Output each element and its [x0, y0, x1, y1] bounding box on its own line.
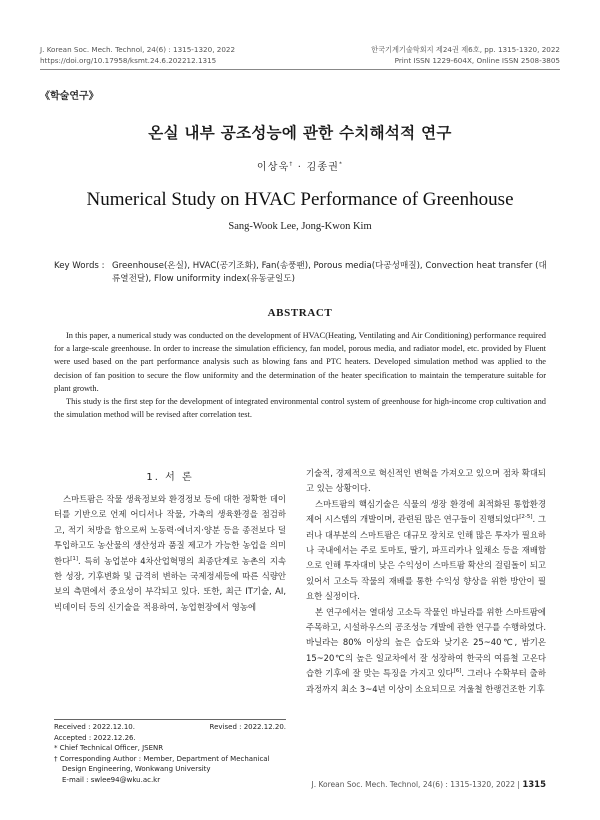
- received-date: Received : 2022.12.10.: [54, 723, 135, 731]
- author-1-mark: †: [289, 161, 294, 168]
- header-doi-link[interactable]: https://doi.org/10.17958/ksmt.24.6.202212.1315: [40, 56, 217, 65]
- keywords-text: Greenhouse(온실), HVAC(공기조화), Fan(송풍팬), Porous media(다공성매질), Convection heat transfer (대류열전달), Flow uniformity index(유동균일도): [112, 261, 547, 284]
- intro-paragraph-left: 스마트팜은 작물 생육정보와 환경정보 등에 대한 정확한 데이터를 기반으로 언제 어디서나 작물, 가축의 생육환경을 점검하고, 적기 처방을 함으로써 노동력·에너지·양분 등을 종전보다 덜 투입하고도 농산물의 생산성과 품질 제고가 가능한 농업을 의미한다[1]. 특히 농업분야 4차산업혁명의 최종단계로 농촌의 지속한 성장, 기후변화 및 급격히 변하는 국제정세등에 따른 식량안보의 측면에서 중요성이 부각되고 있다. 또한, 최근 IT기술, AI, 빅데이터 등의 신기술을 적용하여, 농업현장에서 영농에: [54, 494, 286, 612]
- abstract-paragraph-2: This study is the first step for the development of integrated environmental control system of greenhouse for high-income crop cultivation and the simulation method will be revised after correlation test.: [54, 397, 546, 420]
- header-left-line1: J. Korean Soc. Mech. Technol, 24(6) : 1315-1320, 2022: [40, 45, 236, 54]
- accepted-date: Accepted : 2022.12.26.: [54, 733, 136, 742]
- ref-6[interactable]: [6]: [453, 668, 462, 675]
- section-tag: 《학술연구》: [40, 91, 99, 102]
- abstract-body: [54, 329, 546, 421]
- abstract-paragraph-1: In this paper, a numerical study was conducted on the development of HVAC(Heating, Ventilating and Air Conditioning) performance required for a large-scale greenhouse. In order to increase the simulation efficiency, fan model, porous media, and radiator model, etc. provided by Fluent were used based on the part performance analysis such as blowing fans and PTC heaters. Developed simulation method was applied to the decision of fan position to secure the flow uniformity and the determination of the heater specification to maintain the temperature suitable for plant growth.: [54, 331, 546, 393]
- revised-date: Revised : 2022.12.20.: [209, 723, 286, 731]
- title-english: Numerical Study on HVAC Performance of Greenhouse: [86, 189, 514, 210]
- footnote-email[interactable]: E-mail : swlee94@wku.ac.kr: [62, 775, 161, 784]
- left-column: [54, 492, 286, 615]
- right-paragraph-2: 스마트팜의 핵심기술은 식물의 생장 환경에 최적화된 통합환경제어 시스템의 개발이며, 관련된 많은 연구들이 진행되었다[2-5]. 그러나 대부분의 스마트팜은 대규모 장치로 인해 많은 투자가 필요하나 국내에서는 주로 토마토, 딸기, 파프리카나 잎채소 등을 재배함으로 인해 투자대비 낮은 수익성이 스마트팜 확산의 걸림돌이 되고 있어서 고소득 작물의 재배를 통한 수익성 향상을 위한 방안이 필요한 실정이다.: [306, 498, 546, 602]
- author-2-mark: *: [339, 161, 344, 168]
- right-column: [306, 466, 546, 697]
- section-1-heading: 1. 서 론: [146, 472, 194, 483]
- abstract-heading: ABSTRACT: [267, 307, 333, 319]
- title-korean: 온실 내부 공조성능에 관한 수치해석적 연구: [148, 124, 452, 142]
- header-right-line2: Print ISSN 1229-604X, Online ISSN 2508-3805: [394, 56, 560, 65]
- header-rule: [40, 69, 560, 70]
- right-paragraph-1: 기술적, 경제적으로 혁신적인 변혁을 가져오고 있으며 점차 확대되고 있는 상황이다.: [306, 468, 546, 494]
- keywords-label: Key Words :: [54, 261, 105, 271]
- authors-english: Sang-Wook Lee, Jong-Kwon Kim: [228, 221, 372, 232]
- ref-2-5[interactable]: [2-5]: [519, 514, 533, 521]
- header-right-line1: 한국기계기술학회지 제24권 제6호, pp. 1315-1320, 2022: [371, 45, 560, 54]
- ref-1[interactable]: [1]: [70, 555, 78, 562]
- page-number: 1315: [522, 780, 546, 790]
- footnotes: [54, 722, 286, 785]
- author-2: 김종권: [306, 162, 340, 173]
- received-row: [54, 722, 286, 733]
- footnote-cto: * Chief Technical Officer, JSENR: [54, 744, 164, 752]
- footnote-rule: [54, 719, 286, 720]
- page-footer: [311, 780, 546, 790]
- authors-korean: [0, 158, 600, 173]
- right-paragraph-3: 본 연구에서는 열대성 고소득 작물인 바닐라를 위한 스마트팜에 주목하고, 시설하우스의 공조성능 개발에 관한 연구를 수행하였다. 바닐라는 80% 이상의 높은 습도와 낮기온 25~40℃, 밤기온 15~20℃의 높은 일교차에서 잘 성장하여 한국의 여름철 고온다습한 기후에 잘 맞는 특징을 가지고 있다[6]. 그러나 수확부터 출하과정까지 최소 3~4년 이상이 소요되므로 겨울철 한랭건조한 기후: [306, 606, 546, 694]
- author-1: 이상욱: [256, 162, 290, 173]
- keywords: [54, 260, 554, 286]
- footer-citation: J. Korean Soc. Mech. Technol, 24(6) : 1315-1320, 2022 |: [311, 780, 520, 789]
- footnote-corresponding: † Corresponding Author : Member, Department of Mechanical Design Engineering, Wonkwang University: [54, 754, 270, 773]
- author-separator: ·: [293, 162, 307, 173]
